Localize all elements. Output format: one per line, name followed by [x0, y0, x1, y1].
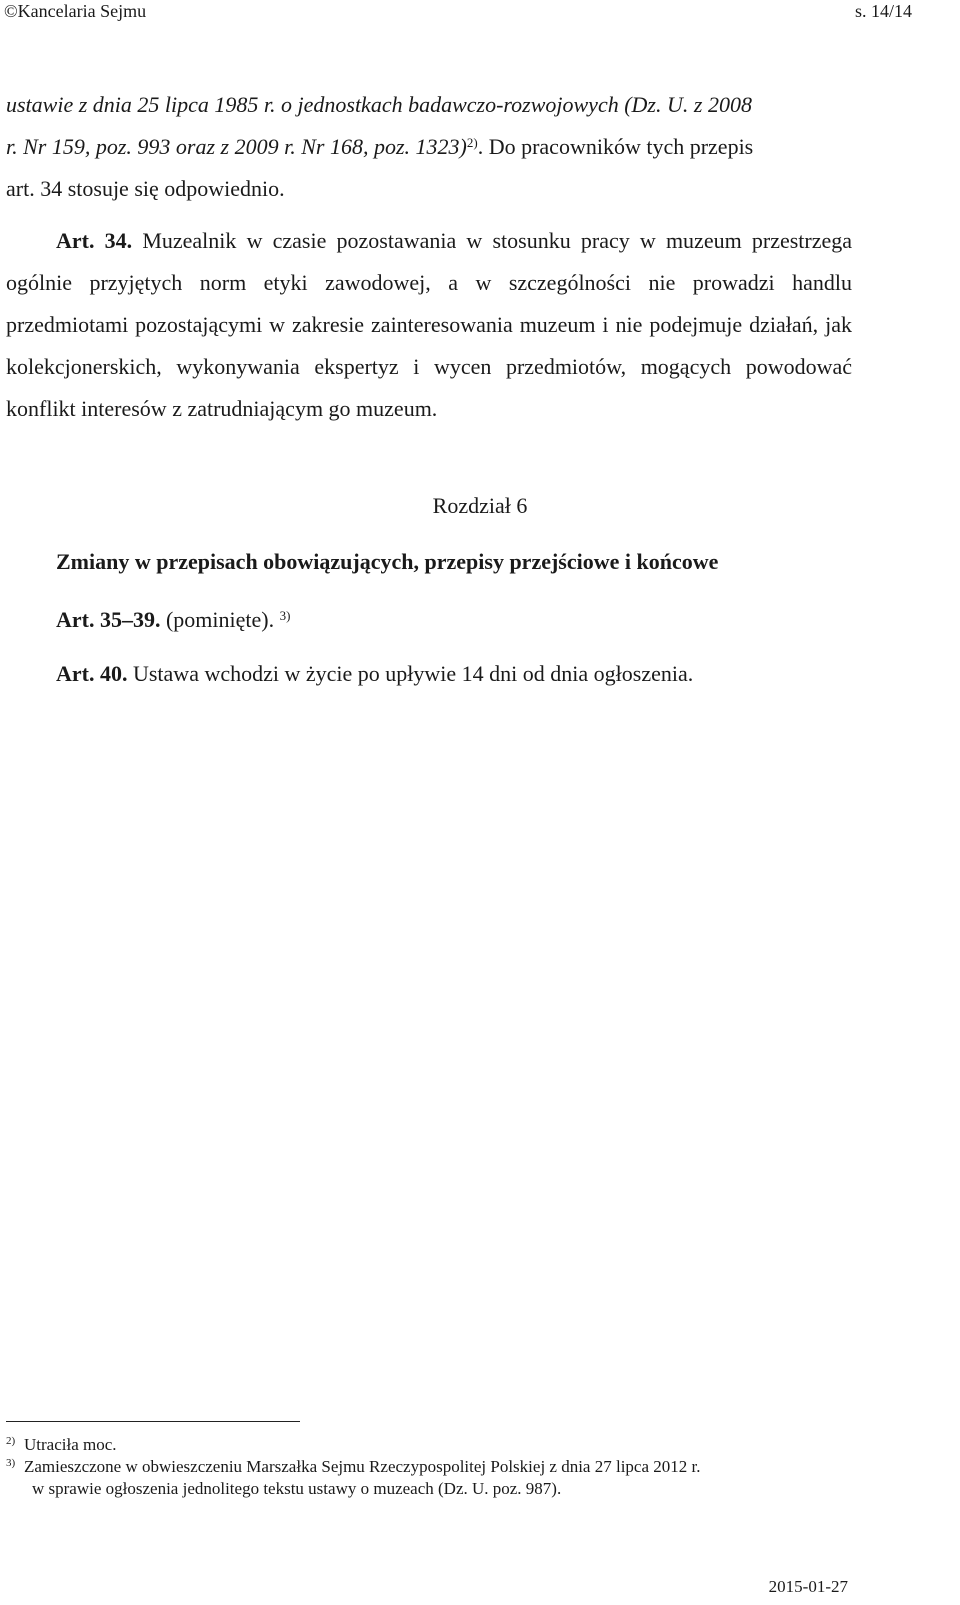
chapter-number: Rozdział 6 [432, 493, 528, 518]
article-34-text: Muzealnik w czasie pozostawania w stosunku pracy w muzeum przestrzega ogólnie przyjętych norm etyki zawodowej, a w szczególności nie prowadzi handlu przedmiotami pozostającymi w zakresie zainteresowania muzeum i nie podejmuje działań, jak kolekcjonerskich, wykonywania ekspertyz i wycen przedmiotów, mogących powodować konflikt interesów z zatrudniającym go muzeum. [6, 228, 853, 421]
article-34-label: Art. 34. [56, 228, 133, 253]
footnote-3-text: Zamieszczone w obwieszczeniu Marszałka Sejmu Rzeczypospolitej Polskiej z dnia 27 lipca 2012 r. [24, 1457, 701, 1476]
continuation-line-1 [6, 84, 852, 126]
footnote-2 [6, 1434, 866, 1456]
footnote-3-mark: 3) [6, 1457, 16, 1469]
footnote-3-continuation: w sprawie ogłoszenia jednolitego tekstu ustawy o muzeach (Dz. U. poz. 987). [32, 1479, 562, 1498]
continuation-line-2-text: r. Nr 159, poz. 993 oraz z 2009 r. Nr 168, poz. 1323) [6, 134, 467, 159]
continuation-paragraph [6, 84, 852, 210]
footnote-separator [6, 1421, 300, 1422]
footnote-ref-3[interactable]: 3) [279, 608, 291, 623]
article-40-text: Ustawa wchodzi w życie po upływie 14 dni od dnia ogłoszenia. [132, 661, 694, 686]
continuation-line-3: art. 34 stosuje się odpowiednio. [6, 176, 285, 201]
footnote-2-mark: 2) [6, 1435, 16, 1447]
continuation-line-2 [6, 126, 852, 168]
header-copyright: ©Kancelaria Sejmu [4, 1, 147, 21]
header-page-number: s. 14/14 [854, 1, 912, 21]
article-34 [6, 220, 852, 430]
continuation-line-1-text: ustawie z dnia 25 lipca 1985 r. o jednostkach badawczo-rozwojowych (Dz. U. z 2008 [6, 92, 752, 117]
chapter-title: Zmiany w przepisach obowiązujących, przepisy przejściowe i końcowe [56, 549, 719, 574]
footnote-2-text: Utraciła moc. [24, 1435, 117, 1454]
continuation-line-2-tail: . Do pracowników tych przepis [477, 134, 754, 159]
article-35-39-text: (pominięte). [165, 607, 275, 632]
footer-date: 2015-01-27 [768, 1577, 848, 1596]
article-35-39 [56, 604, 290, 636]
article-40 [56, 658, 693, 690]
footnotes [6, 1434, 866, 1500]
article-35-39-label: Art. 35–39. [56, 607, 161, 632]
footnote-ref-2[interactable]: 2) [466, 135, 478, 150]
footnote-3 [6, 1456, 866, 1478]
article-40-label: Art. 40. [56, 661, 128, 686]
